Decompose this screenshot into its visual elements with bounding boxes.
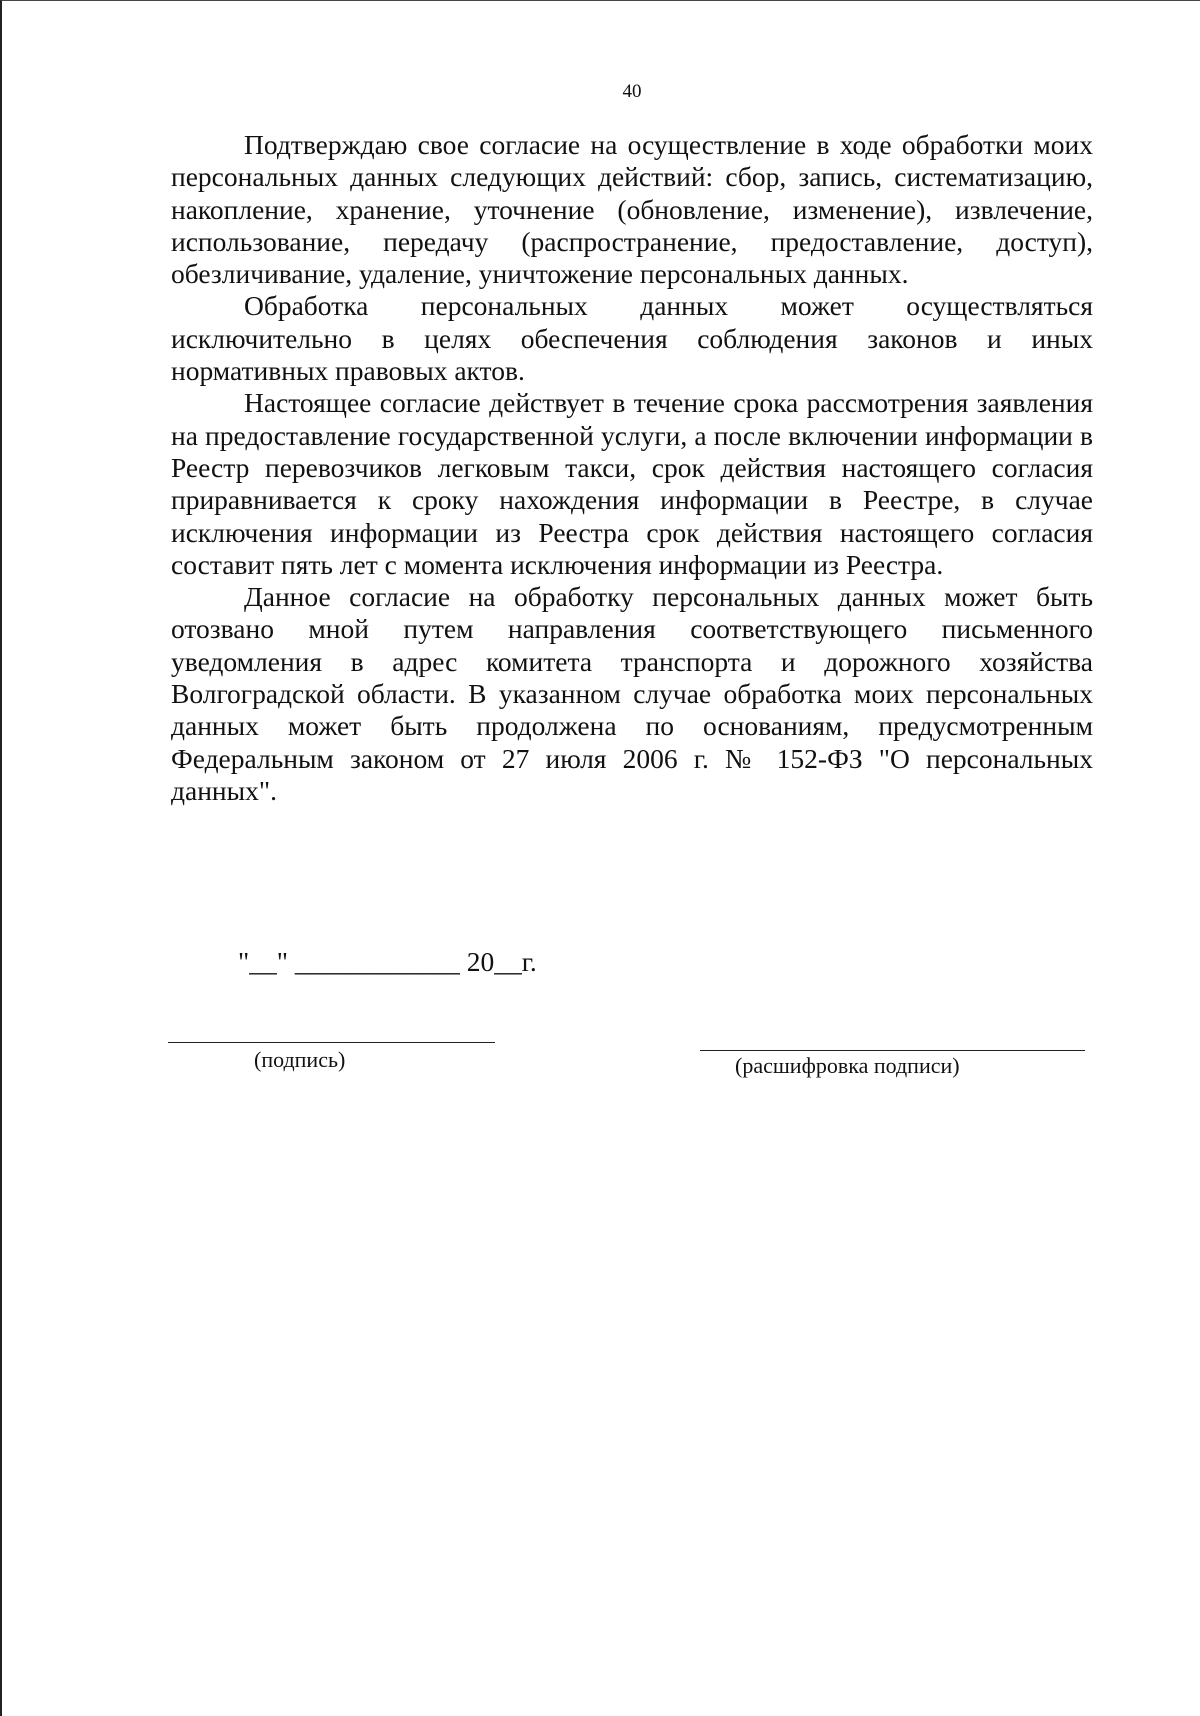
page-number: 40: [622, 81, 642, 102]
paragraph-actions-consent: Подтверждаю свое согласие на осуществление в ходе обработки моих персональных данных следующих действий: сбор, запись, систематизацию, накопление, хранение, уточнение (обновление, изменение), извлечение, использование, передачу (распространение, предоставление, доступ), обезличивание, удаление, уничтожение персональных данных.: [171, 129, 1093, 290]
date-line: "__" ____________ 20__г.: [238, 946, 537, 977]
paragraph-consent-withdrawal: Данное согласие на обработку персональных данных может быть отозвано мной путем направления соответствующего письменного уведомления в адрес комитета транспорта и дорожного хозяйства Волгоградской области. В указанном случае обработка моих персональных данных может быть продолжена по основаниям, предусмотренным Федеральным законом от 27 июля 2006 г. № 152-ФЗ "О персональных данных".: [171, 581, 1093, 806]
signature-decoding-line: [700, 1050, 1085, 1051]
paragraph-consent-term: Настоящее согласие действует в течение срока рассмотрения заявления на предоставление государственной услуги, а после включении информации в Реестр перевозчиков легковым такси, срок действия настоящего согласия приравнивается к сроку нахождения информации в Реестре, в случае исключения информации из Реестра срок действия настоящего согласия составит пять лет с момента исключения информации из Реестра.: [171, 387, 1093, 580]
signature-line: [168, 1042, 495, 1043]
paragraph-processing-purpose: Обработка персональных данных может осуществляться исключительно в целях обеспечения соблюдения законов и иных нормативных правовых актов.: [171, 290, 1093, 387]
signature-label: (подпись): [254, 1047, 346, 1072]
consent-text: [171, 129, 1093, 807]
signature-decoding-label: (расшифровка подписи): [735, 1053, 960, 1078]
